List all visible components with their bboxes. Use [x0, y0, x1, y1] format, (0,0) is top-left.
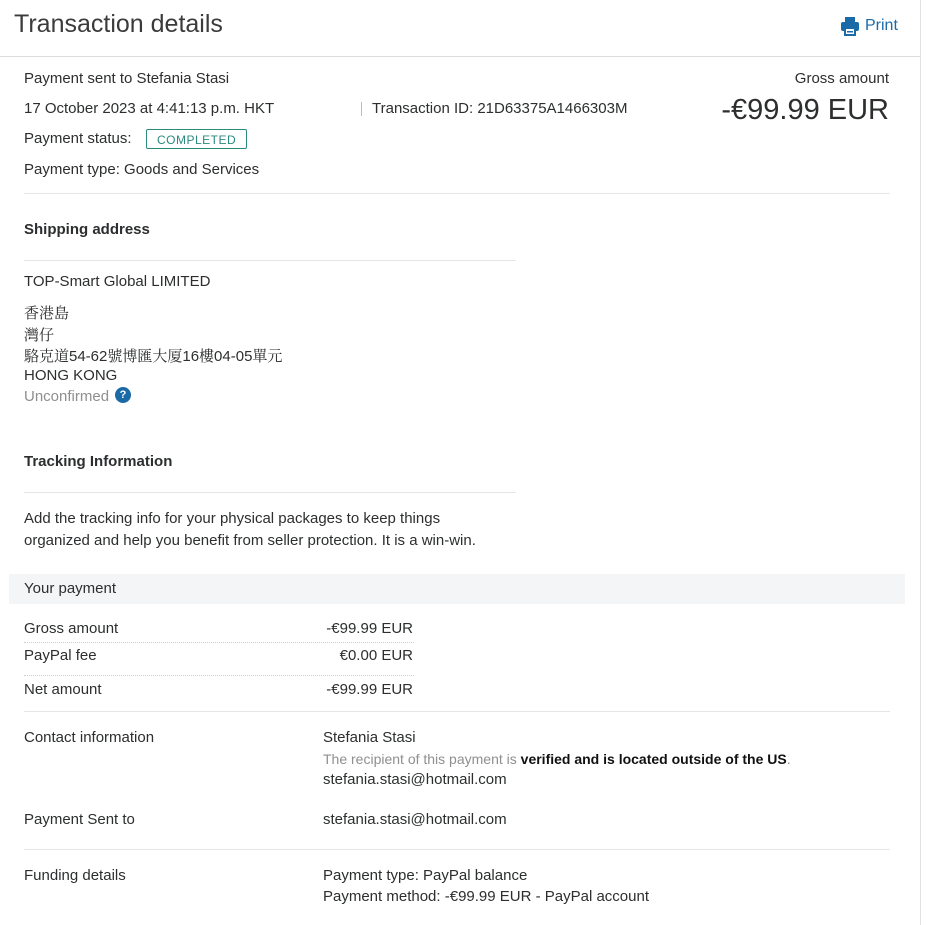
section-divider	[24, 849, 890, 850]
funding-type: Payment type: PayPal balance	[323, 867, 528, 884]
gross-amount-row-label: Gross amount	[24, 620, 119, 637]
shipping-line: HONG KONG	[24, 367, 118, 384]
contact-label: Contact information	[24, 729, 155, 746]
row-divider	[24, 642, 414, 643]
shipping-line: 香港島	[24, 305, 70, 322]
print-label: Print	[865, 17, 898, 34]
page-edge	[920, 0, 921, 925]
transaction-id: Transaction ID: 21D63375A1466303M	[372, 100, 628, 117]
divider	[361, 102, 362, 116]
payment-sent-text: Payment sent to Stefania Stasi	[24, 70, 230, 87]
address-status	[24, 388, 131, 405]
your-payment-band	[9, 574, 905, 604]
payment-status-label: Payment status:	[24, 130, 132, 147]
verified-note-prefix: The recipient of this payment is	[323, 751, 521, 767]
contact-email: stefania.stasi@hotmail.com	[323, 771, 507, 788]
shipping-line: 灣仔	[24, 327, 55, 344]
tracking-text: organized and help you benefit from seller protection. It is a win-win.	[24, 532, 476, 549]
funding-method: Payment method: -€99.99 EUR - PayPal account	[323, 888, 650, 905]
payment-type: Payment type: Goods and Services	[24, 161, 260, 178]
row-divider	[24, 675, 414, 676]
net-amount-value: -€99.99 EUR	[326, 681, 413, 698]
gross-amount-value: -€99.99 EUR	[721, 94, 889, 126]
header-bar	[0, 0, 920, 57]
section-divider	[24, 260, 516, 261]
print-button[interactable]	[840, 16, 898, 36]
your-payment-heading: Your payment	[24, 580, 117, 597]
unconfirmed-label: Unconfirmed	[24, 388, 110, 405]
gross-amount-row-value: -€99.99 EUR	[326, 620, 413, 637]
verified-note-suffix: .	[786, 751, 791, 767]
section-divider	[24, 193, 890, 194]
shipping-line: TOP-Smart Global LIMITED	[24, 273, 211, 290]
question-icon[interactable]: ?	[115, 387, 131, 403]
paypal-fee-label: PayPal fee	[24, 647, 97, 664]
shipping-line: 駱克道54-62號博匯大厦16樓04-05單元	[24, 348, 283, 365]
payment-sent-to-value: stefania.stasi@hotmail.com	[323, 811, 507, 828]
gross-amount-label: Gross amount	[794, 70, 889, 87]
funding-label: Funding details	[24, 867, 126, 884]
paypal-fee-value: €0.00 EUR	[339, 647, 413, 664]
printer-icon	[840, 16, 860, 36]
transaction-datetime: 17 October 2023 at 4:41:13 p.m. HKT	[24, 100, 275, 117]
payment-sent-to-label: Payment Sent to	[24, 811, 135, 828]
section-divider	[24, 711, 890, 712]
contact-name: Stefania Stasi	[323, 729, 416, 746]
page-title: Transaction details	[14, 10, 223, 38]
verified-note-bold: verified and is located outside of the US	[520, 751, 787, 767]
shipping-heading: Shipping address	[24, 221, 150, 238]
net-amount-label: Net amount	[24, 681, 102, 698]
tracking-heading: Tracking Information	[24, 453, 173, 470]
verified-note	[323, 751, 791, 767]
tracking-text: Add the tracking info for your physical packages to keep things	[24, 510, 441, 527]
section-divider	[24, 492, 516, 493]
status-badge: COMPLETED	[146, 129, 247, 149]
